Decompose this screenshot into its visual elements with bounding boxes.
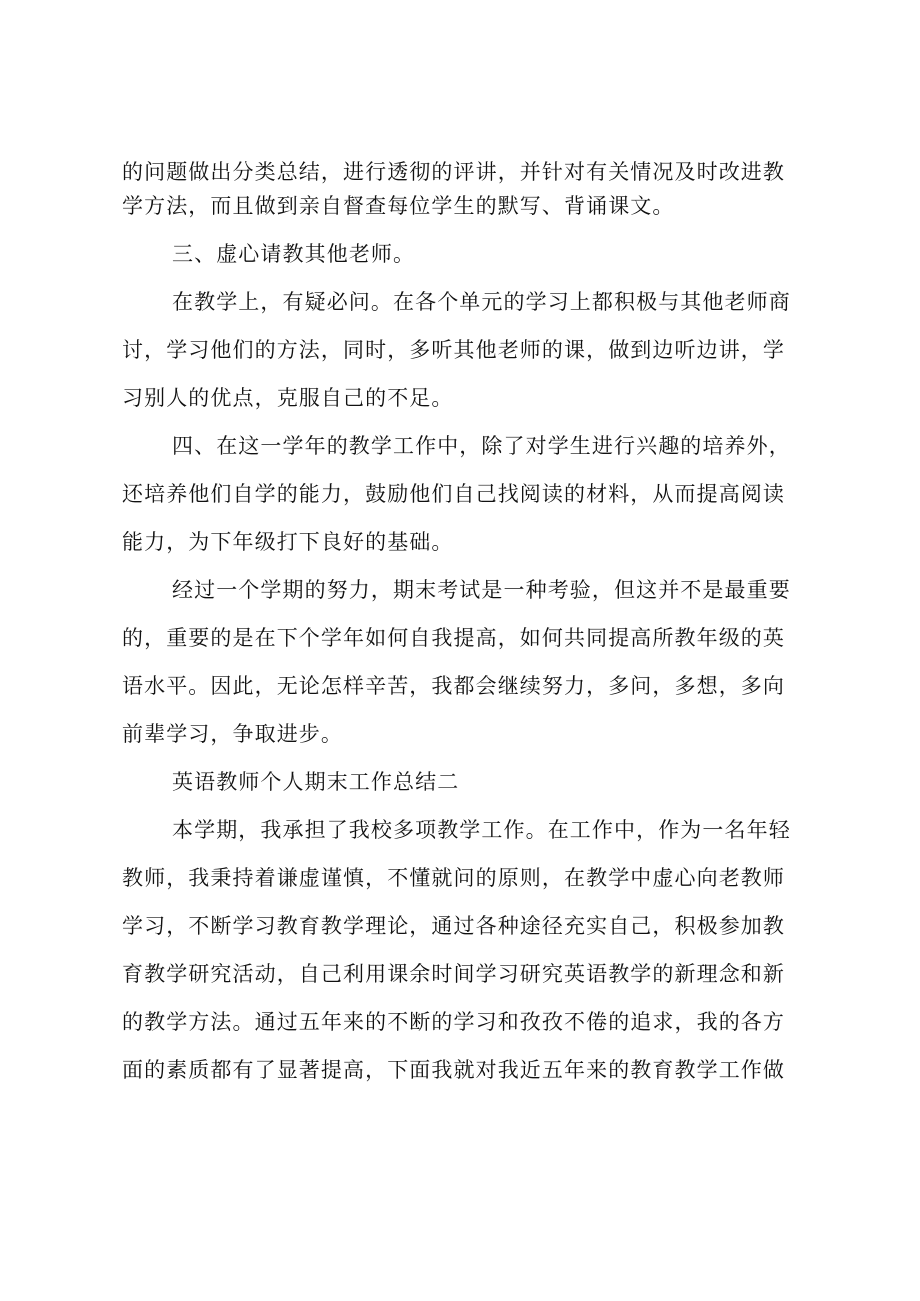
text-line: 育教学研究活动，自己利用课余时间学习研究英语教学的新理念和新 xyxy=(122,962,785,986)
text-line: 还培养他们自学的能力，鼓励他们自己找阅读的材料，从而提高阅读 xyxy=(122,482,785,506)
text-line: 本学期，我承担了我校多项教学工作。在工作中，作为一名年轻 xyxy=(172,818,791,842)
text-line: 前辈学习，争取进步。 xyxy=(122,722,343,746)
text-line: 的教学方法。通过五年来的不断的学习和孜孜不倦的追求，我的各方 xyxy=(122,1010,785,1034)
text-line: 四、在这一学年的教学工作中，除了对学生进行兴趣的培养外， xyxy=(172,434,791,458)
text-line: 语水平。因此，无论怎样辛苦，我都会继续努力，多问，多想，多向 xyxy=(122,674,785,698)
section-heading: 三、虚心请教其他老师。 xyxy=(172,242,416,266)
section-title: 英语教师个人期末工作总结二 xyxy=(172,770,460,794)
text-line: 讨，学习他们的方法，同时，多听其他老师的课，做到边听边讲，学 xyxy=(122,338,785,362)
text-line: 在教学上，有疑必问。在各个单元的学习上都积极与其他老师商 xyxy=(172,290,791,314)
text-line: 的，重要的是在下个学年如何自我提高，如何共同提高所教年级的英 xyxy=(122,626,785,650)
text-line: 习别人的优点，克服自己的不足。 xyxy=(122,386,454,410)
text-line: 经过一个学期的努力，期末考试是一种考验，但这并不是最重要 xyxy=(172,578,791,602)
text-line: 的问题做出分类总结，进行透彻的评讲，并针对有关情况及时改进教 xyxy=(122,160,785,184)
text-line: 教师，我秉持着谦虚谨慎，不懂就问的原则，在教学中虚心向老教师 xyxy=(122,866,785,890)
text-line: 学习，不断学习教育教学理论，通过各种途径充实自己，积极参加教 xyxy=(122,914,785,938)
text-line: 学方法，而且做到亲自督查每位学生的默写、背诵课文。 xyxy=(122,194,675,218)
text-line: 能力，为下年级打下良好的基础。 xyxy=(122,530,454,554)
text-line: 面的素质都有了显著提高，下面我就对我近五年来的教育教学工作做 xyxy=(122,1058,785,1082)
